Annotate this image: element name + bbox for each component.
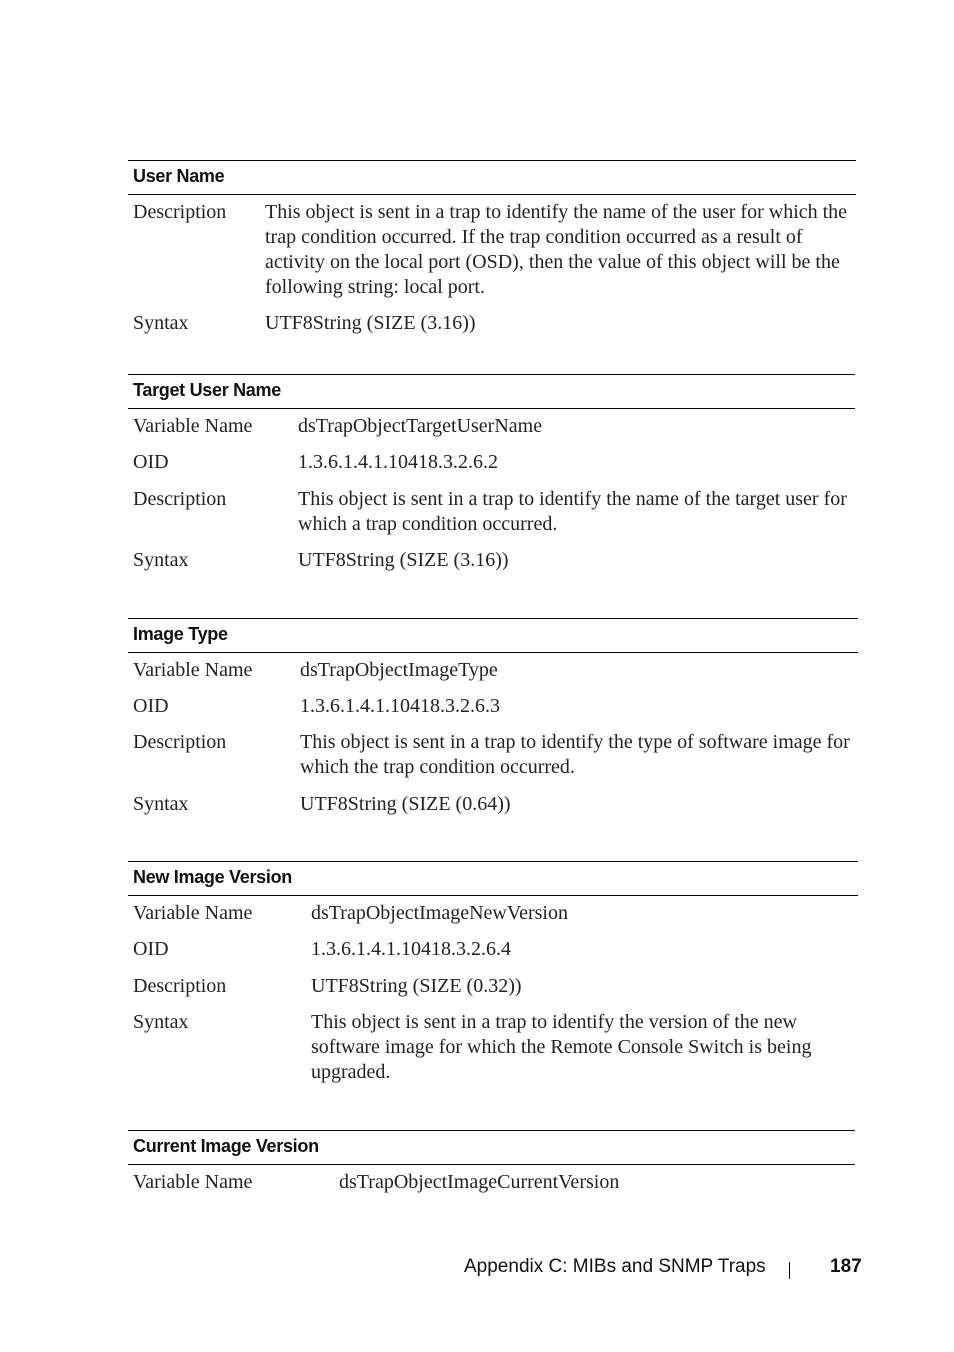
row-value: This object is sent in a trap to identify the type of software image for which the trap condition occurred. [300,731,850,778]
row-value: UTF8String (SIZE (0.64)) [300,793,511,815]
row-value: 1.3.6.1.4.1.10418.3.2.6.4 [311,938,511,960]
row-value: UTF8String (SIZE (0.32)) [311,975,522,997]
row-label: Description [133,731,227,753]
row-label: Variable Name [133,415,253,437]
row-label: Description [133,488,227,510]
table-row [128,487,855,548]
section-title: Image Type [128,618,858,653]
row-value: This object is sent in a trap to identify the version of the new software image for which the Remote Console Switch is being upgraded. [311,1011,812,1083]
row-label: Description [133,975,227,997]
section-new-image-version [128,861,858,1085]
table-row [128,730,858,792]
row-label: Syntax [133,1011,189,1033]
table-row [128,658,858,694]
table-row [128,200,856,311]
table-row [128,901,858,937]
table-row [128,937,858,974]
row-value: UTF8String (SIZE (3.16)) [298,549,509,571]
section-title: New Image Version [128,861,858,896]
section-current-image-version [128,1130,855,1195]
row-value: dsTrapObjectImageType [300,659,498,681]
section-title: User Name [128,160,856,195]
section-target-user-name [128,374,855,573]
table-row [128,311,856,336]
table-row [128,694,858,730]
row-label: OID [133,451,169,473]
table-row [128,1010,858,1085]
row-label: OID [133,938,169,960]
footer-title: Appendix C: MIBs and SNMP Traps [464,1256,766,1277]
table-row [128,450,855,487]
section-image-type [128,618,858,817]
row-label: Syntax [133,549,189,571]
section-title: Current Image Version [128,1130,855,1165]
row-value: dsTrapObjectImageCurrentVersion [339,1171,620,1193]
page-number: 187 [830,1256,862,1277]
table-row [128,548,855,573]
section-user-name [128,160,856,336]
row-value: This object is sent in a trap to identify the name of the user for which the trap condition occurred. If the trap condition occurred as a result of activity on the local port (OSD), then the value of this object will be the following string: local port. [265,201,848,298]
row-value: 1.3.6.1.4.1.10418.3.2.6.2 [298,451,498,473]
row-value: dsTrapObjectTargetUserName [298,415,543,437]
footer-divider [789,1262,790,1279]
row-label: Description [133,201,227,223]
row-value: UTF8String (SIZE (3.16)) [265,312,476,334]
row-label: Variable Name [133,902,253,924]
table-row [128,414,855,450]
section-title: Target User Name [128,374,855,409]
row-value: 1.3.6.1.4.1.10418.3.2.6.3 [300,695,500,717]
row-label: Syntax [133,312,189,334]
row-value: This object is sent in a trap to identify the name of the target user for which a trap condition occurred. [298,488,847,535]
row-label: Variable Name [133,659,253,681]
table-row [128,1170,855,1195]
table-row [128,974,858,1010]
table-row [128,792,858,817]
row-label: Variable Name [133,1171,253,1193]
row-label: Syntax [133,793,189,815]
row-value: dsTrapObjectImageNewVersion [311,902,568,924]
row-label: OID [133,695,169,717]
